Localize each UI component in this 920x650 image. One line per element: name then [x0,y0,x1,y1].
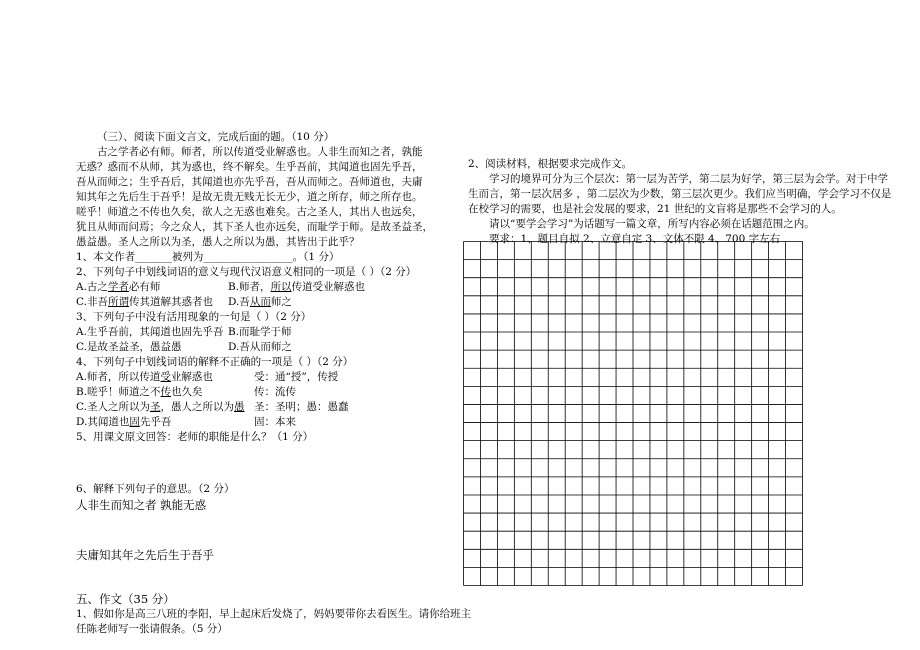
passage-line: 知其年之先后生于吾乎！是故无贵无贱无长无少，道之所存，师之所存也。 [76,191,423,203]
gloss-d: 固：本来 [254,416,296,428]
question-2-options-cd [76,295,436,310]
question-3-stem: 3、下列句子中没有活用现象的一句是（ ）（2 分） [76,311,312,323]
question-3-options-ab [76,325,436,340]
option-c: C.是故圣益圣，愚益愚 [76,341,182,353]
essay-instruction: 请以“要学会学习”为话题写一篇文章，所写内容必须在话题范围之内。 [489,218,815,230]
option-b: B.而耻学于师 [228,326,292,338]
option-d: D.吾从而师之 [228,296,292,308]
question-1: 1、本文作者_______被列为_________________。（1 分） [76,251,340,263]
option-d: D.吾从而师之 [228,341,292,353]
passage-line: 愚益愚。圣人之所以为圣，愚人之所以为愚，其皆出于此乎？ [76,236,360,248]
gloss-c: 圣：圣明；愚：愚蠢 [254,401,349,413]
passage-line: 吾从而师之；生乎吾后，其闻道也亦先乎吾，吾从而师之。吾师道也，夫庸 [76,176,423,188]
question-4-option-b: B.嗟乎！师道之不传也久矣 传：流传 [76,386,296,398]
question-6-sentence-2: 夫庸知其年之先后生于吾乎 [76,548,214,562]
question-6-sentence-1: 人非生而知之者 孰能无惑 [76,498,207,512]
question-4-option-c: C.圣人之所以为圣，愚人之所以为愚 圣：圣明；愚：愚蠢 [76,401,349,413]
writing-grid-lines [463,241,803,586]
question-4-option-d: D.其闻道也固先乎吾 固：本来 [76,416,296,428]
writing-grid[interactable] [463,241,803,586]
material-line: 学习的境界可分为三个层次：第一层为苦学，第二层为好学，第三层为会学。对于中学 [489,173,888,185]
passage-line: 无惑？惑而不从师，其为惑也，终不解矣。生乎吾前，其闻道也固先乎吾， [76,161,423,173]
essay-1-line: 任陈老师写一张请假条。（5 分） [76,623,228,635]
question-3-options-cd [76,340,436,355]
question-6: 6、解释下列句子的意思。（2 分） [76,483,235,495]
section5-title: 五、作文（35 分） [76,592,175,606]
option-a: A.古之学者必有师 [76,281,161,293]
right-column [468,157,892,247]
gloss-a: 受：通“授”，传授 [254,371,339,383]
passage-line: 古之学者必有师。师者，所以传道受业解惑也。人非生而知之者，孰能 [97,146,423,158]
essay-requirements: 要求：1、题目自拟 2、立意自定 3、文体不限 4、700 字左右 [489,233,781,245]
question-2-stem: 2、下列句子中划线词语的意义与现代汉语意义相同的一项是（ ）（2 分） [76,266,417,278]
question-4-option-a: A.师者，所以传道受业解惑也 受：通“授”，传授 [76,371,339,383]
material-line: 在校学习的需要，也是社会发展的要求，21 世纪的文盲将是那些不会学习的人。 [468,203,842,215]
essay-2-title: 2、阅读材料，根据要求完成作文。 [468,158,633,170]
question-5: 5、用课文原文回答：老师的职能是什么？（1 分） [76,431,314,443]
option-a: A.生乎吾前，其闻道也固先乎吾 [76,326,224,338]
material-line: 生而言，第一层次居多 ，第二层次为少数，第三层次更少。我们应当明确，学会学习不仅是 [468,188,892,200]
section3-title: （三）、阅读下面文言文，完成后面的题。（10 分） [97,131,335,143]
option-b: B.师者，所以传道受业解惑也 [228,281,366,293]
question-2-options-ab [76,280,436,295]
question-4-stem: 4、下列句子中划线词语的解释不正确的一项是（ ）（2 分） [76,356,354,368]
passage-line: 嗟乎！师道之不传也久矣，欲人之无惑也难矣。古之圣人，其出人也远矣， [76,206,423,218]
left-column [76,130,472,637]
gloss-b: 传：流传 [254,386,296,398]
passage-line: 犹且从师而问焉；今之众人，其下圣人也亦远矣，而耻学于师。是故圣益圣， [76,221,433,233]
essay-1-line: 1、假如你是高三八班的李阳，早上起床后发烧了，妈妈要带你去看医生。请你给班主 [76,608,472,620]
option-c: C.非吾所谓传其道解其惑者也 [76,296,213,308]
